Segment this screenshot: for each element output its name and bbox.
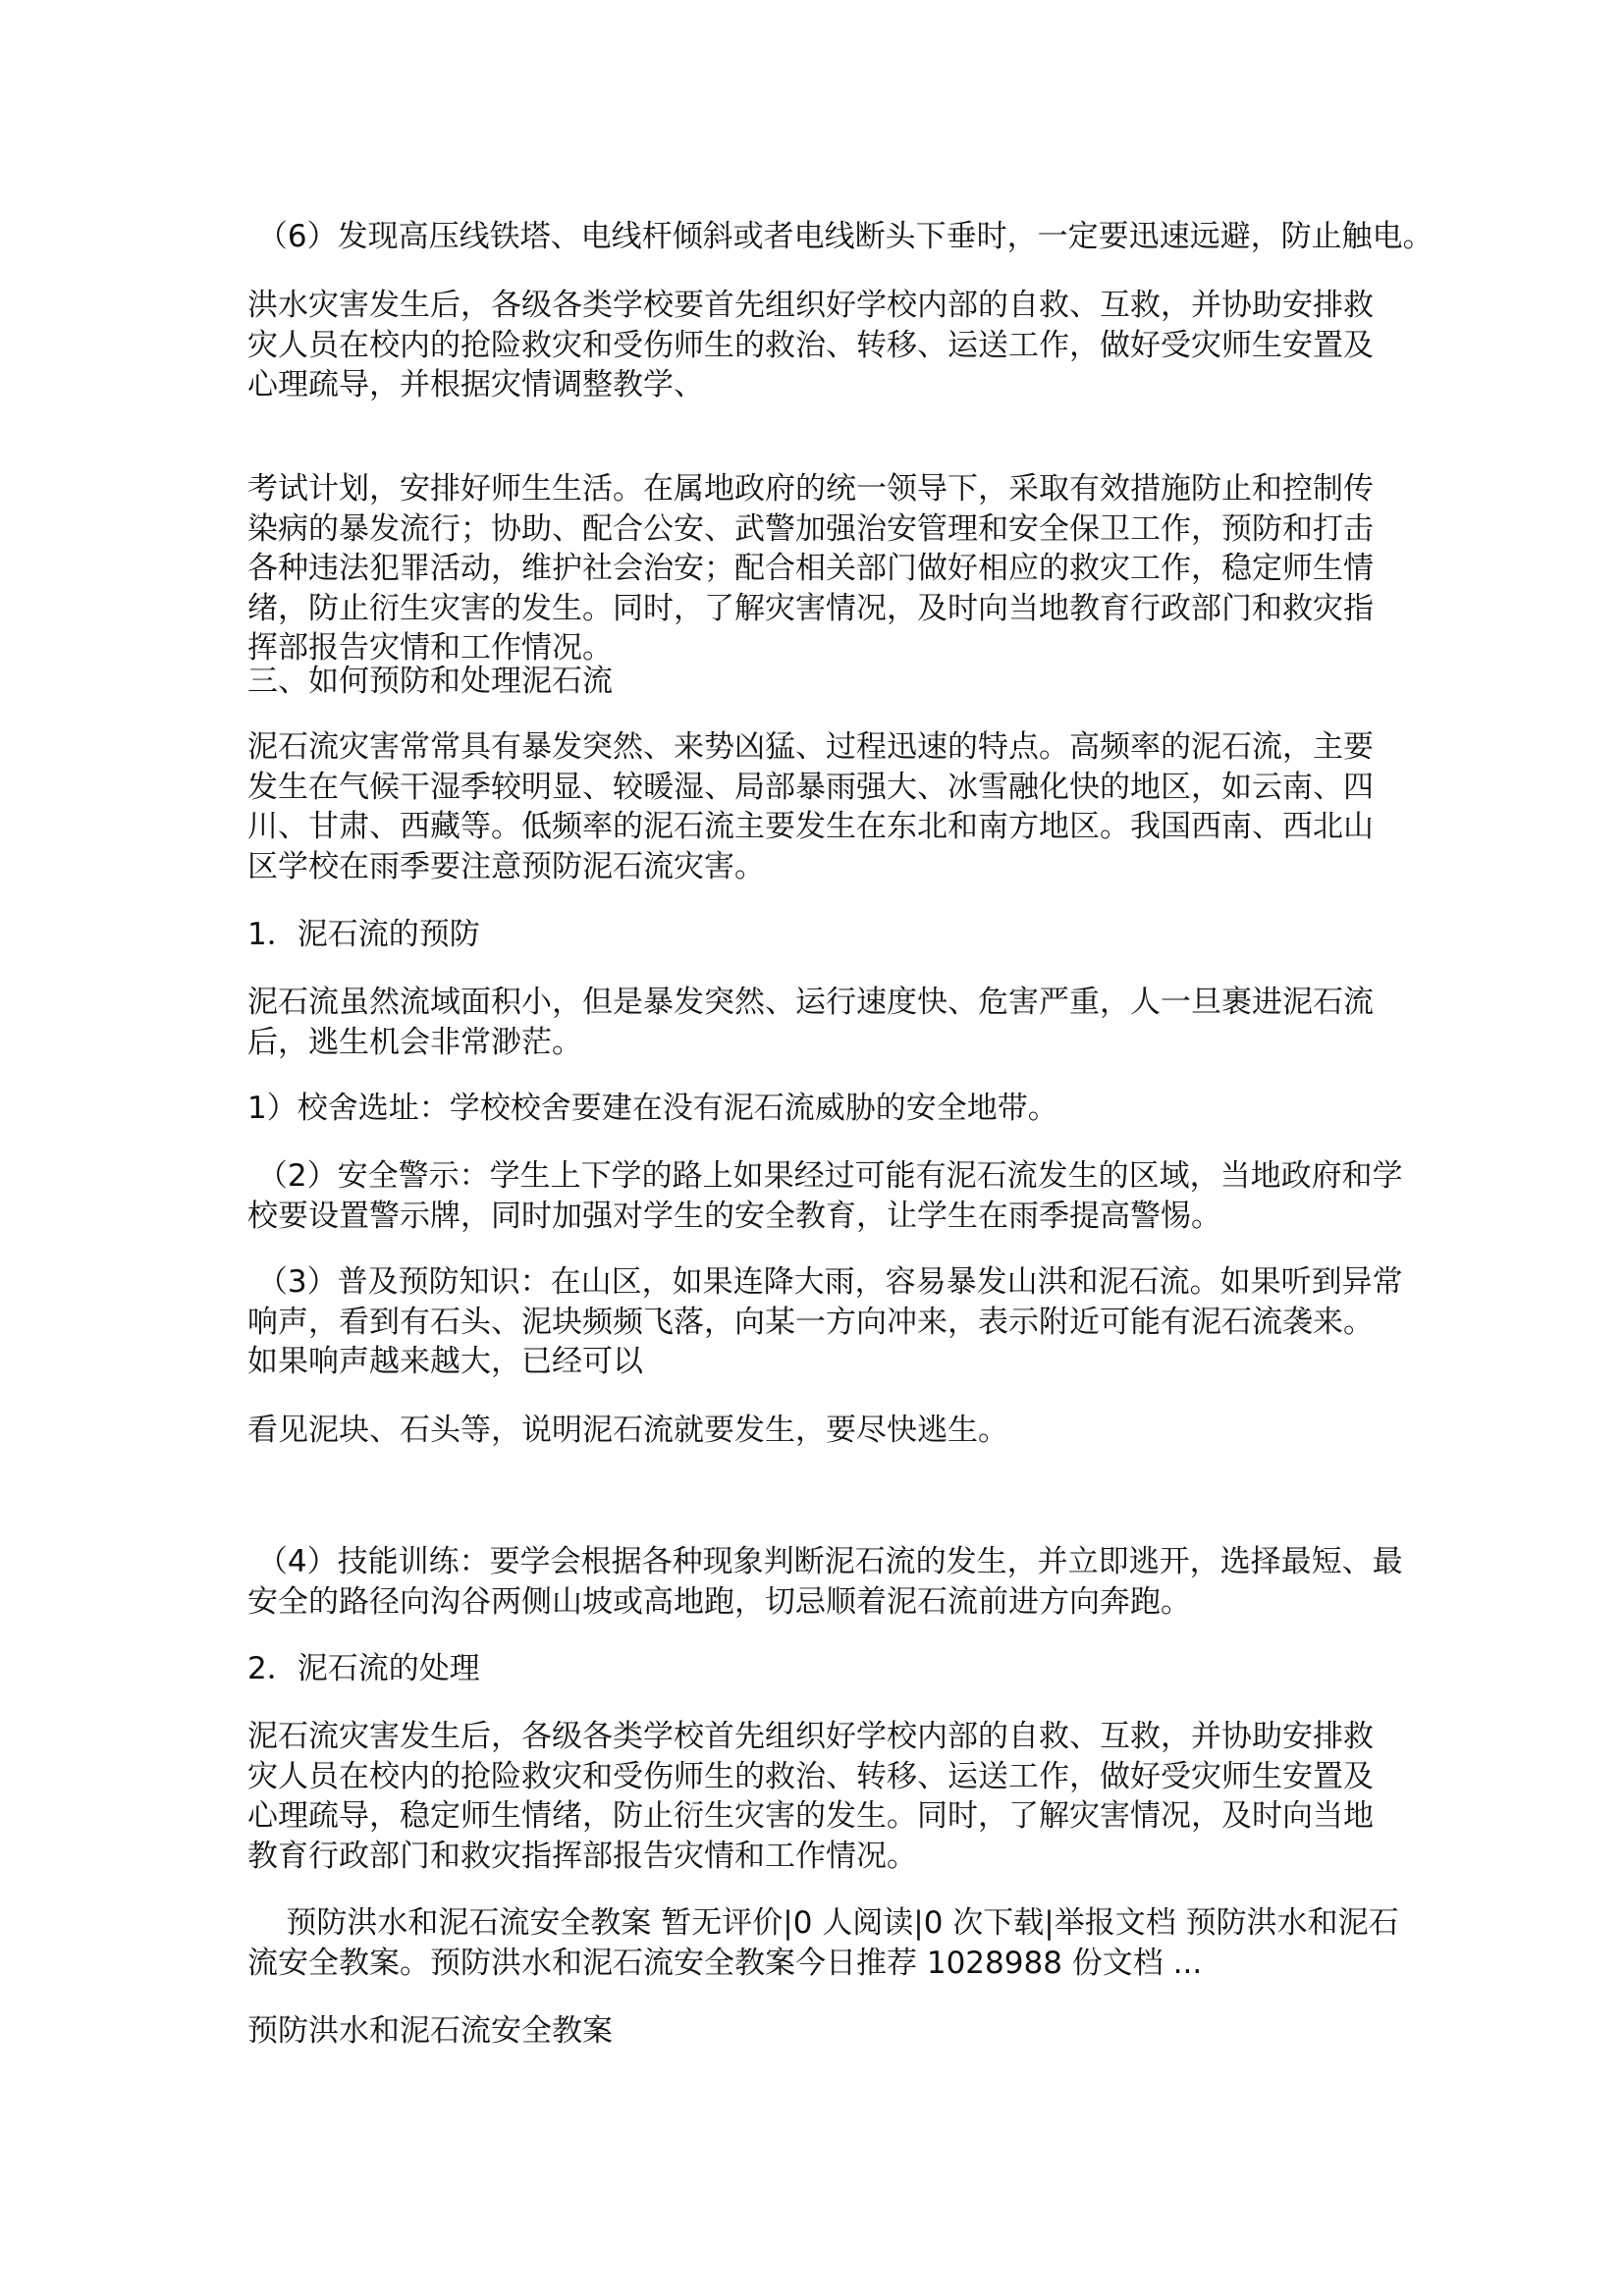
text-line: 响声，看到有石头、泥块频频飞落，向某一方向冲来，表示附近可能有泥石流袭来。 [247, 1304, 1374, 1340]
heading-handling [247, 1649, 1426, 1689]
p-doc-title [247, 2011, 1426, 2052]
text-line: 心理疏导，稳定师生情绪，防止衍生灾害的发生。同时，了解灾害情况，及时向当地 [247, 1798, 1374, 1835]
p-handling [247, 1717, 1426, 1876]
text-line: 1）校舍选址：学校校舍要建在没有泥石流威胁的安全地带。 [247, 1091, 1058, 1126]
text-line: 泥石流灾害常常具有暴发突然、来势凶猛、过程迅速的特点。高频率的泥石流，主要 [247, 729, 1374, 765]
p-flood-after [247, 286, 1426, 405]
text-line: 挥部报告灾情和工作情况。 [247, 630, 613, 667]
p-item2 [247, 1156, 1426, 1236]
text-line: 区学校在雨季要注意预防泥石流灾害。 [247, 848, 765, 884]
text-line: 看见泥块、石头等，说明泥石流就要发生，要尽快逃生。 [247, 1413, 1008, 1448]
p-item3 [247, 1262, 1426, 1382]
text-line: 染病的暴发流行；协助、配合公安、武警加强治安管理和安全保卫工作，预防和打击 [247, 510, 1374, 547]
text-line: 各种违法犯罪活动，维护社会治安；配合相关部门做好相应的救灾工作，稳定师生情 [247, 551, 1374, 587]
p-item4 [247, 1542, 1426, 1622]
text-line: 绪，防止衍生灾害的发生。同时，了解灾害情况，及时向当地教育行政部门和救灾指 [247, 590, 1374, 626]
text-line: 三、如何预防和处理泥石流 [247, 664, 613, 699]
text-line: 心理疏导，并根据灾情调整教学、 [247, 367, 704, 403]
text-line: 泥石流灾害发生后，各级各类学校首先组织好学校内部的自救、互救，并协助安排救 [247, 1719, 1374, 1754]
text-line: 2．泥石流的处理 [247, 1651, 480, 1686]
text-line: 发生在气候干湿季较明显、较暖湿、局部暴雨强大、冰雪融化快的地区，如云南、四 [247, 769, 1374, 805]
heading-prevention [247, 915, 1426, 955]
text-line: （6）发现高压线铁塔、电线杆倾斜或者电线断头下垂时，一定要迅速远避，防止触电。 [247, 219, 1434, 254]
p-doc-meta [247, 1903, 1426, 1983]
text-line: 预防洪水和泥石流安全教案 暂无评价|0 人阅读|0 次下载|举报文档 预防洪水和泥石 [247, 1905, 1399, 1941]
p-mudflow-intro [247, 727, 1426, 886]
text-line: 泥石流虽然流域面积小，但是暴发突然、运行速度快、危害严重，人一旦裹进泥石流 [247, 985, 1374, 1020]
text-line: （4）技能训练：要学会根据各种现象判断泥石流的发生，并立即逃开，选择最短、最 [247, 1544, 1403, 1579]
text-line: 1．泥石流的预防 [247, 917, 480, 952]
text-line: 校要设置警示牌，同时加强对学生的安全教育，让学生在雨季提高警惕。 [247, 1198, 1221, 1234]
p-prevention-intro [247, 983, 1426, 1062]
heading-3 [247, 662, 1426, 702]
p-item1 [247, 1089, 1426, 1129]
p-item6 [247, 217, 1434, 257]
text-line: 灾人员在校内的抢险救灾和受伤师生的救治、转移、运送工作，做好受灾师生安置及 [247, 327, 1374, 363]
text-line: 川、甘肃、西藏等。低频率的泥石流主要发生在东北和南方地区。我国西南、西北山 [247, 809, 1374, 845]
text-line: 预防洪水和泥石流安全教案 [247, 2013, 613, 2049]
p-item3-cont [247, 1411, 1426, 1451]
text-line: 流安全教案。预防洪水和泥石流安全教案今日推荐 1028988 份文档 ... [247, 1945, 1203, 1981]
text-line: 后，逃生机会非常渺茫。 [247, 1024, 582, 1060]
text-line: 教育行政部门和救灾指挥部报告灾情和工作情况。 [247, 1838, 917, 1874]
text-line: 考试计划，安排好师生生活。在属地政府的统一领导下，采取有效措施防止和控制传 [247, 471, 1374, 507]
text-line: 安全的路径向沟谷两侧山坡或高地跑，切忌顺着泥石流前进方向奔跑。 [247, 1583, 1191, 1620]
text-line: 洪水灾害发生后，各级各类学校要首先组织好学校内部的自救、互救，并协助安排救 [247, 288, 1374, 323]
p-exam-plan [247, 469, 1426, 668]
text-line: （2）安全警示：学生上下学的路上如果经过可能有泥石流发生的区域，当地政府和学 [247, 1158, 1403, 1194]
text-line: （3）普及预防知识：在山区，如果连降大雨，容易暴发山洪和泥石流。如果听到异常 [247, 1264, 1403, 1300]
text-line: 灾人员在校内的抢险救灾和受伤师生的救治、转移、运送工作，做好受灾师生安置及 [247, 1758, 1374, 1794]
text-line: 如果响声越来越大，已经可以 [247, 1344, 643, 1380]
